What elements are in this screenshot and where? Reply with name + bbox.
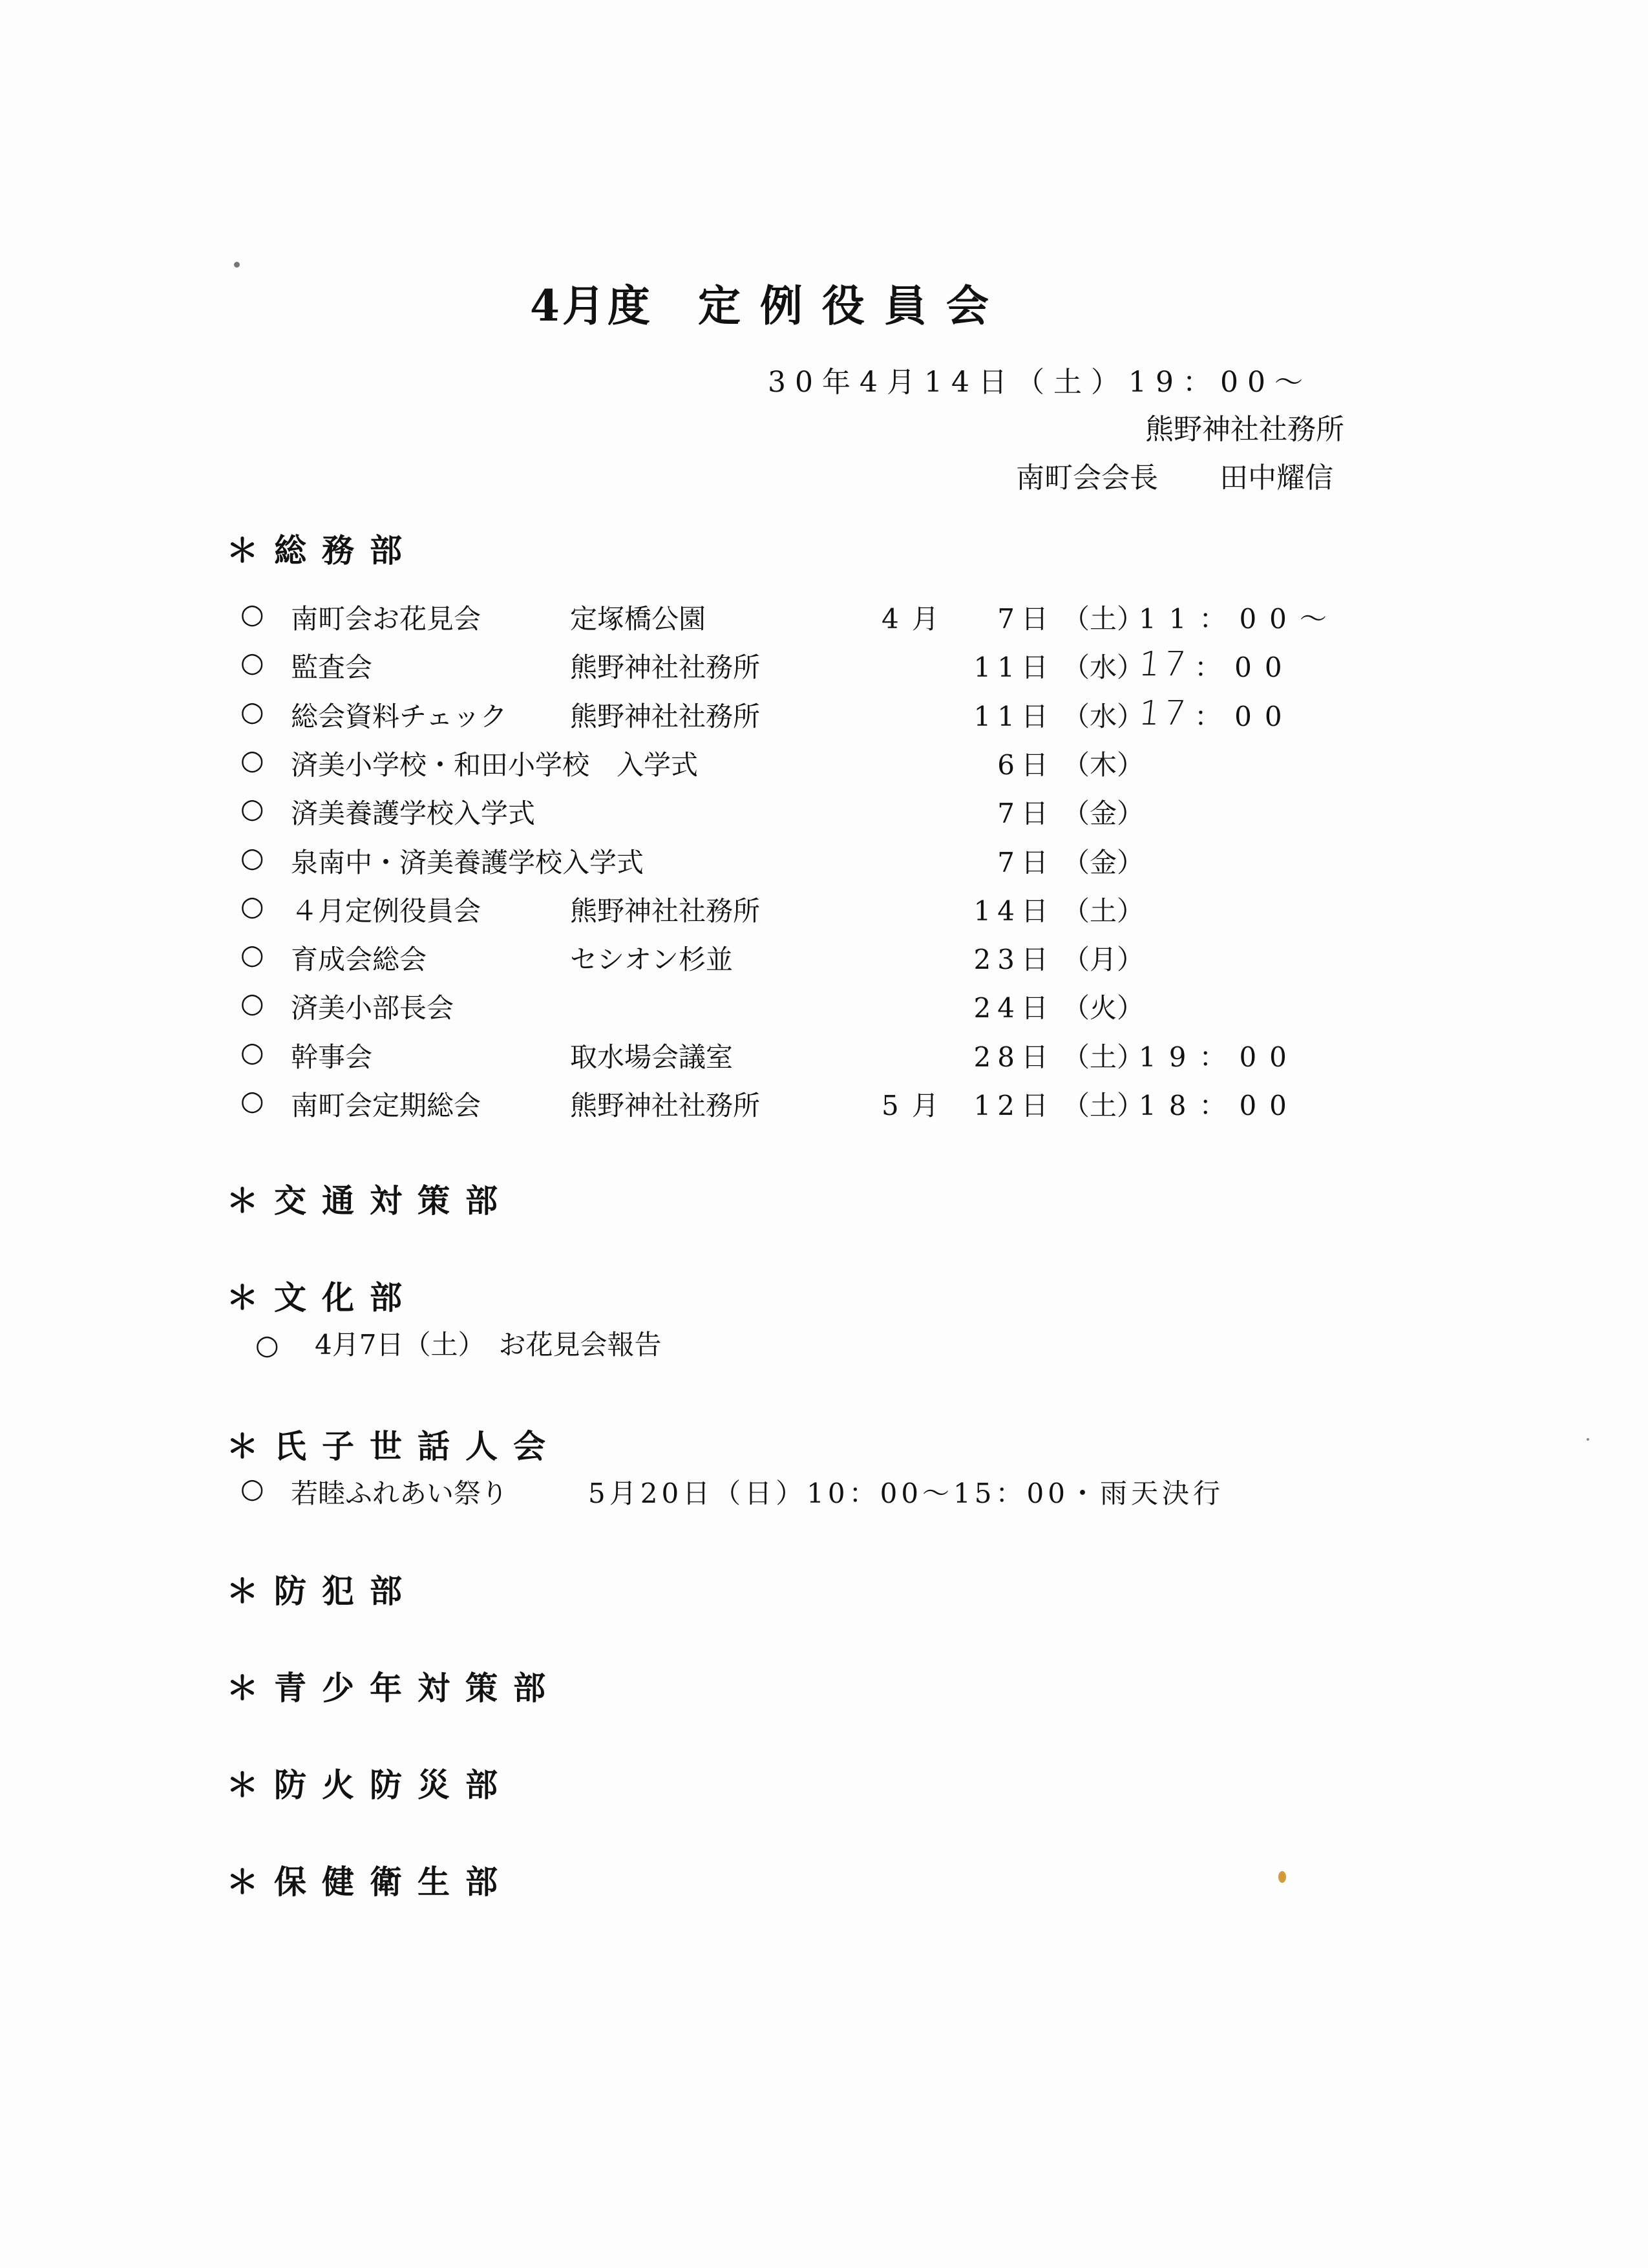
somu-item-time-handwritten: 17 xyxy=(1137,694,1192,733)
somu-item-bullet: ○ xyxy=(240,1085,264,1116)
somu-item-time-text: 19：00 xyxy=(1139,1041,1300,1073)
scan-speck xyxy=(234,262,240,268)
somu-item-time-text: ：00 xyxy=(1194,652,1295,683)
somu-item-day: 23日 xyxy=(973,944,1055,975)
somu-item-event: 済美小学校・和田小学校 入学式 xyxy=(291,749,699,781)
scan-speck xyxy=(1278,1871,1286,1883)
somu-item-bullet: ○ xyxy=(240,646,264,678)
scan-speck xyxy=(1587,1438,1589,1441)
somu-item-bullet: ○ xyxy=(240,890,264,922)
somu-item-bullet: ○ xyxy=(240,938,264,970)
section-seishonen: ＊青少年対策部 xyxy=(226,1669,561,1707)
somu-item-event: 済美小部長会 xyxy=(291,992,454,1024)
section-hoken: ＊保健衛生部 xyxy=(226,1863,513,1901)
somu-item-weekday: （土） xyxy=(1062,603,1145,635)
somu-item-event: 幹事会 xyxy=(291,1041,373,1073)
somu-item-place: 取水場会議室 xyxy=(570,1041,734,1073)
somu-item-event: 監査会 xyxy=(291,652,373,683)
somu-item-place: セシオン杉並 xyxy=(570,944,734,975)
somu-item-day: 24日 xyxy=(973,992,1055,1024)
somu-item-month: 5月 xyxy=(882,1090,952,1121)
section-bunka: ＊文化部 xyxy=(226,1278,417,1317)
somu-item-time-text: 18：00 xyxy=(1139,1090,1300,1121)
somu-item-time xyxy=(1139,1085,1300,1123)
somu-item-day: 11日 xyxy=(973,652,1055,683)
section-ujiko: ＊氏子世話人会 xyxy=(226,1427,561,1465)
somu-item-weekday: （月） xyxy=(1062,944,1145,975)
somu-item-bullet: ○ xyxy=(240,744,264,776)
somu-item-time-text: 11：00～ xyxy=(1139,603,1340,635)
somu-item-weekday: （土） xyxy=(1062,1090,1145,1121)
ujiko-event: 若睦ふれあい祭り xyxy=(291,1478,509,1509)
somu-item-event: ４月定例役員会 xyxy=(291,895,481,927)
somu-item-weekday: （金） xyxy=(1062,798,1145,829)
somu-item-place: 定塚橋公園 xyxy=(570,603,706,635)
somu-item-bullet: ○ xyxy=(240,598,264,630)
somu-item-time-text: ：00 xyxy=(1194,701,1295,732)
somu-item-bullet: ○ xyxy=(240,792,264,824)
chair-name: 田中耀信 xyxy=(1220,461,1333,494)
somu-item-bullet: ○ xyxy=(240,1036,264,1068)
somu-item-day: 7日 xyxy=(997,847,1055,878)
somu-item-day: 14日 xyxy=(973,895,1055,927)
somu-item-place: 熊野神社社務所 xyxy=(570,701,761,732)
somu-item-day: 12日 xyxy=(973,1090,1055,1121)
section-bohan: ＊防犯部 xyxy=(226,1572,417,1610)
somu-item-time-handwritten: 17 xyxy=(1137,645,1192,684)
somu-item-day: 7日 xyxy=(997,603,1055,635)
somu-item-bullet: ○ xyxy=(240,987,264,1019)
somu-item-day: 7日 xyxy=(997,798,1055,829)
somu-item-event: 泉南中・済美養護学校入学式 xyxy=(291,847,644,878)
somu-item-event: 育成会総会 xyxy=(291,944,427,975)
somu-item-weekday: （木） xyxy=(1062,749,1145,781)
chair-role: 南町会会長 xyxy=(1016,461,1158,494)
somu-item-bullet: ○ xyxy=(240,842,264,873)
somu-item-day: 6日 xyxy=(997,749,1055,781)
ujiko-detail: 5月20日（日）10：00～15：00・雨天決行 xyxy=(588,1478,1224,1509)
title-month: 4月度 xyxy=(530,281,653,331)
title-meeting-name: 定例役員会 xyxy=(697,281,1008,331)
somu-item-weekday: （水） xyxy=(1062,701,1145,732)
bunka-item xyxy=(255,1324,661,1362)
somu-item-time xyxy=(1139,1036,1300,1075)
somu-item-weekday: （土） xyxy=(1062,1041,1145,1073)
bunka-text: 4月7日（土） お花見会報告 xyxy=(315,1329,662,1361)
somu-item-weekday: （水） xyxy=(1062,652,1145,683)
meeting-datetime: 30年4月14日（土）19：00～ xyxy=(768,366,1312,399)
document-title xyxy=(530,271,1008,333)
somu-item-time xyxy=(1139,598,1340,637)
bunka-bullet: ○ xyxy=(255,1329,279,1361)
section-somu: ＊総務部 xyxy=(226,531,417,569)
somu-item-event: 南町会お花見会 xyxy=(291,603,481,635)
somu-item-event: 済美養護学校入学式 xyxy=(291,798,536,829)
section-bokabosai: ＊防火防災部 xyxy=(226,1766,513,1804)
somu-item-place: 熊野神社社務所 xyxy=(570,895,761,927)
somu-item-place: 熊野神社社務所 xyxy=(570,652,761,683)
meeting-chair xyxy=(1016,454,1333,496)
somu-item-month: 4月 xyxy=(882,603,952,635)
section-kotsu: ＊交通対策部 xyxy=(226,1182,513,1220)
somu-item-event: 総会資料チェック xyxy=(291,701,507,732)
somu-item-day: 11日 xyxy=(973,701,1055,732)
somu-item-weekday: （土） xyxy=(1062,895,1145,927)
ujiko-bullet: ○ xyxy=(240,1472,264,1504)
somu-item-time xyxy=(1139,695,1295,734)
somu-item-day: 28日 xyxy=(973,1041,1055,1073)
somu-item-event: 南町会定期総会 xyxy=(291,1090,481,1121)
somu-item-place: 熊野神社社務所 xyxy=(570,1090,761,1121)
somu-item-weekday: （火） xyxy=(1062,992,1145,1024)
somu-item-bullet: ○ xyxy=(240,695,264,727)
somu-item-weekday: （金） xyxy=(1062,847,1145,878)
somu-item-time xyxy=(1139,646,1295,685)
meeting-venue: 熊野神社社務所 xyxy=(1145,413,1344,446)
